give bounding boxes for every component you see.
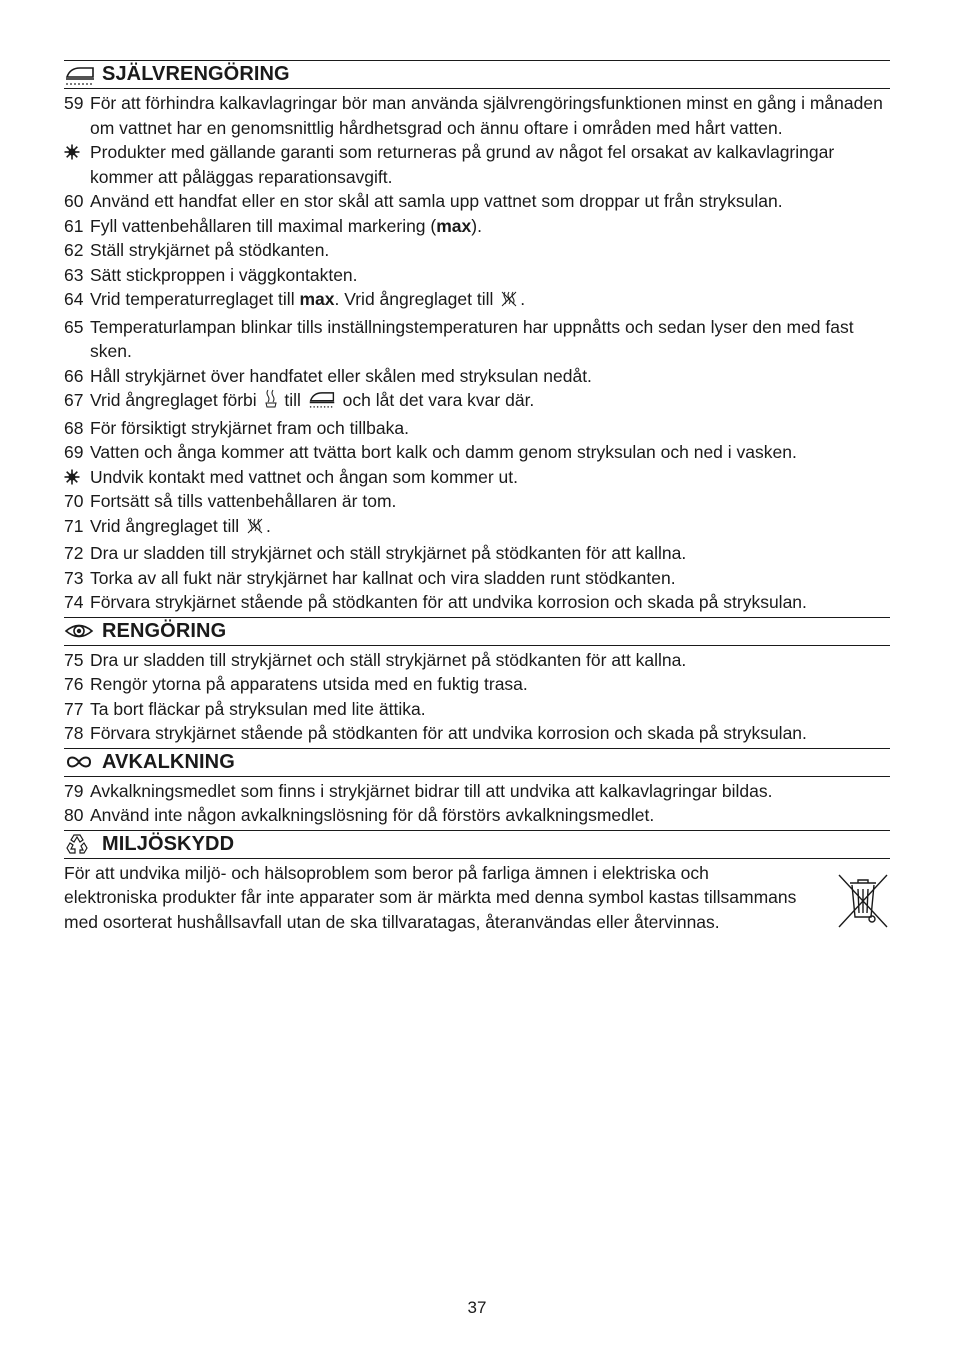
crossed-bin-icon xyxy=(836,873,890,929)
page-number: 37 xyxy=(467,1298,487,1317)
iron-self-clean-icon xyxy=(64,64,96,86)
steam-off-icon xyxy=(246,517,264,542)
section-header-self-clean xyxy=(64,60,890,89)
descaling-list xyxy=(64,777,890,830)
iron-self-clean-icon xyxy=(308,389,336,416)
infinity-icon xyxy=(64,751,96,773)
sun-warning-icon xyxy=(64,465,90,490)
list-item: 61 Fyll vattenbehållaren till maximal markering (max). xyxy=(64,215,482,236)
list-item: 60 Använd ett handfat eller en stor skål att samla upp vattnet som droppar ut från stryksulan. xyxy=(64,191,783,211)
list-item: 63 Sätt stickproppen i väggkontakten. xyxy=(64,264,358,285)
list-item: 76 Rengör ytorna på apparatens utsida med en fuktig trasa. xyxy=(64,674,528,694)
list-item: 71 Vrid ångreglaget till . xyxy=(64,514,890,542)
list-item: 74 Förvara strykjärnet stående på stödkanten för att undvika korrosion och skada på stryksulan. xyxy=(64,592,807,612)
list-item: 67 Vrid ångreglaget förbi till och låt det vara kvar där. xyxy=(64,388,890,416)
section-header-descaling xyxy=(64,748,890,777)
list-item: 78 Förvara strykjärnet stående på stödkanten för att undvika korrosion och skada på stryksulan. xyxy=(64,723,807,743)
eye-icon xyxy=(64,620,96,642)
section-title: RENGÖRING xyxy=(102,619,227,642)
list-item: 68 För försiktigt strykjärnet fram och tillbaka. xyxy=(64,417,409,438)
manual-page xyxy=(64,60,890,934)
recycle-icon xyxy=(64,833,96,855)
section-title: AVKALKNING xyxy=(102,750,235,773)
list-item: 65 Temperaturlampan blinkar tills inställningstemperaturen har uppnåtts och sedan lyser den med fast sken. xyxy=(64,316,854,361)
list-item: 80 Använd inte någon avkalkningslösning för då förstörs avkalkningsmedlet. xyxy=(64,805,655,825)
section-header-cleaning xyxy=(64,617,890,646)
section-header-environment xyxy=(64,830,890,859)
environment-block xyxy=(64,859,890,935)
list-item: 62 Ställ strykjärnet på stödkanten. xyxy=(64,240,330,260)
list-item: 59 För att förhindra kalkavlagringar bör man använda självrengöringsfunktionen minst en gång i månaden om vattnet har en genomsnittlig hårdhetsgrad och ännu oftare i områden med hårt vatten. xyxy=(64,93,883,138)
list-item: 70 Fortsätt så tills vattenbehållaren är tom. xyxy=(64,491,397,511)
sun-warning-icon xyxy=(64,140,90,189)
self-clean-list xyxy=(64,89,890,617)
warning-item: Undvik kontakt med vattnet och ångan som kommer ut. xyxy=(64,465,890,490)
cleaning-list xyxy=(64,646,890,748)
list-item: 66 Håll strykjärnet över handfatet eller skålen med stryksulan nedåt. xyxy=(64,365,592,386)
list-item: 69 Vatten och ånga kommer att tvätta bort kalk och damm genom stryksulan och ned i vasken. xyxy=(64,442,797,462)
list-item: 73 Torka av all fukt när strykjärnet har kallnat och vira sladden runt stödkanten. xyxy=(64,567,676,588)
steam-icon xyxy=(264,389,278,416)
list-item: 75 Dra ur sladden till strykjärnet och ställ strykjärnet på stödkanten för att kallna. xyxy=(64,649,687,670)
steam-off-icon xyxy=(500,290,518,315)
list-item: 72 Dra ur sladden till strykjärnet och ställ strykjärnet på stödkanten för att kallna. xyxy=(64,543,687,563)
environment-paragraph: För att undvika miljö- och hälsoproblem som beror på farliga ämnen i elektriska och elektroniska produkter får inte apparater som är märkta med denna symbol kastas tillsammans med osorterat hushållsavfall utan de ska tillvaratagas, återanvändas eller återvinnas. xyxy=(64,862,797,932)
list-item: 64 Vrid temperaturreglaget till max. Vrid ångreglaget till . xyxy=(64,287,890,315)
warning-item: Produkter med gällande garanti som returneras på grund av något fel orsakat av kalkavlagringar kommer att påläggas reparationsavgift. xyxy=(64,140,890,189)
list-item: 77 Ta bort fläckar på stryksulan med lite ättika. xyxy=(64,698,426,719)
section-title: MILJÖSKYDD xyxy=(102,832,235,855)
list-item: 79 Avkalkningsmedlet som finns i strykjärnet bidrar till att undvika att kalkavlagringar bildas. xyxy=(64,780,773,801)
section-title: SJÄLVRENGÖRING xyxy=(102,63,290,85)
